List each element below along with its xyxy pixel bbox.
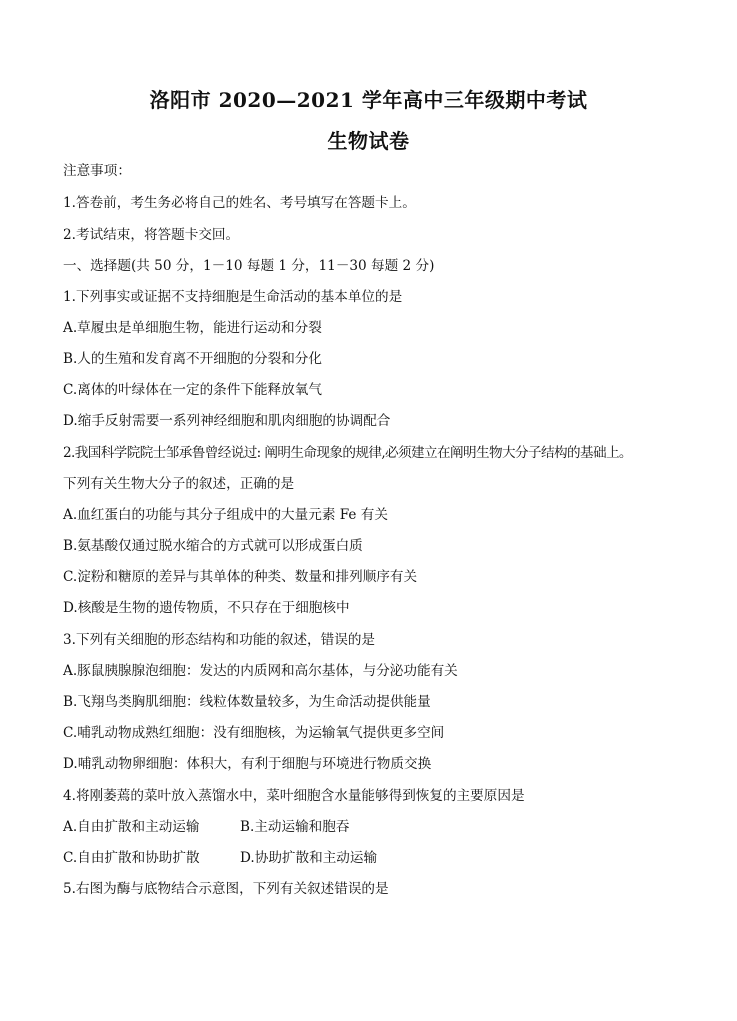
answer-option: A.豚鼠胰腺腺泡细胞：发达的内质网和高尔基体，与分泌功能有关 (63, 663, 458, 679)
answer-option: D.协助扩散和主动运输 (240, 850, 378, 866)
answer-option: B.人的生殖和发育离不开细胞的分裂和分化 (63, 351, 322, 367)
answer-option-row (63, 818, 563, 836)
notice-item: 2.考试结束，将答题卡交回。 (63, 227, 240, 243)
notice-item: 1.答卷前，考生务必将自己的姓名、考号填写在答题卡上。 (63, 195, 416, 211)
answer-option: D.核酸是生物的遗传物质，不只存在于细胞核中 (63, 600, 350, 616)
question-stem: 5.右图为酶与底物结合示意图，下列有关叙述错误的是 (63, 881, 389, 897)
page-subtitle: 生物试卷 (327, 129, 410, 153)
answer-option: C.淀粉和糖原的差异与其单体的种类、数量和排列顺序有关 (63, 569, 418, 585)
page-title: 洛阳市 2020—2021 学年高中三年级期中考试 (149, 88, 588, 112)
answer-option: C.哺乳动物成熟红细胞：没有细胞核，为运输氧气提供更多空间 (63, 725, 445, 741)
answer-option: D.缩手反射需要一系列神经细胞和肌肉细胞的协调配合 (63, 413, 391, 429)
question-stem: 2.我国科学院院士邹承鲁曾经说过: 阐明生命现象的规律,必须建立在阐明生物大分子结构的基础上。 (63, 445, 632, 461)
answer-option-row (63, 849, 563, 867)
answer-option: A.自由扩散和主动运输 (63, 819, 200, 835)
notice-heading: 注意事项： (63, 163, 131, 179)
section-heading: 一、选择题(共 50 分，1－10 每题 1 分，11－30 每题 2 分) (63, 258, 435, 274)
answer-option: B.主动运输和胞吞 (240, 819, 350, 835)
question-stem: 1.下列事实或证据不支持细胞是生命活动的基本单位的是 (63, 289, 403, 305)
answer-option: B.氨基酸仅通过脱水缩合的方式就可以形成蛋白质 (63, 538, 363, 554)
answer-option: B.飞翔鸟类胸肌细胞：线粒体数量较多，为生命活动提供能量 (63, 694, 431, 710)
answer-option: A.草履虫是单细胞生物，能进行运动和分裂 (63, 320, 322, 336)
answer-option: A.血红蛋白的功能与其分子组成中的大量元素 Fe 有关 (63, 507, 388, 523)
question-stem: 3.下列有关细胞的形态结构和功能的叙述，错误的是 (63, 632, 376, 648)
question-stem: 4.将刚萎蔫的菜叶放入蒸馏水中，菜叶细胞含水量能够得到恢复的主要原因是 (63, 788, 525, 804)
answer-option: C.自由扩散和协助扩散 (63, 850, 200, 866)
answer-option: D.哺乳动物卵细胞：体积大，有利于细胞与环境进行物质交换 (63, 756, 432, 772)
answer-option: C.离体的叶绿体在一定的条件下能释放氧气 (63, 382, 322, 398)
question-stem-continued: 下列有关生物大分子的叙述，正确的是 (63, 476, 295, 492)
